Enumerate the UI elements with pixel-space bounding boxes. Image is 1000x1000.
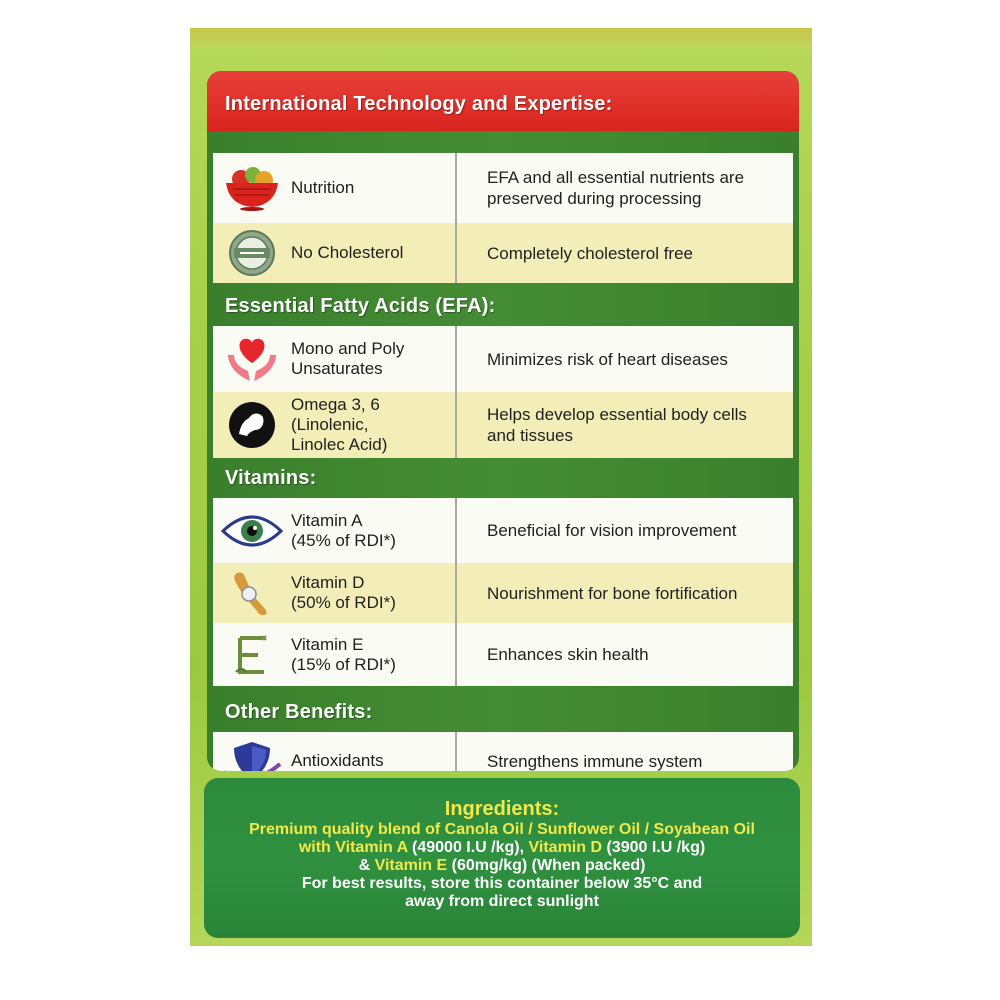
row-description: Nourishment for bone fortification [487,583,738,603]
ingredients-line-5: away from direct sunlight [405,893,599,910]
row-vitamin-e [213,623,793,686]
row-antioxidants [213,732,793,771]
row-description: Enhances skin health [487,645,649,664]
row-name: Vitamin E (15% of RDI*) [291,634,396,674]
row-name: Vitamin D (50% of RDI*) [291,573,396,612]
row-nutrition [213,153,793,223]
no-cholesterol-seal-icon [213,223,291,283]
row-name: Antioxidants [291,751,384,770]
row-mono-poly [213,326,793,392]
section-title-efa: Essential Fatty Acids (EFA): [225,295,496,317]
ingredients-line-3: & Vitamin E (60mg/kg) (When packed) [358,857,646,874]
product-label [190,28,812,946]
row-description: Minimizes risk of heart diseases [487,349,728,369]
fruit-bowl-icon [213,153,291,223]
row-name: Omega 3, 6 (Linolenic, Linolec Acid) [291,395,388,454]
letter-e-icon [213,623,291,686]
ingredients-line-1: Premium quality blend of Canola Oil / Sunflower Oil / Soyabean Oil [249,821,755,838]
row-description: Strengthens immune system [487,751,703,771]
row-vitamin-d [213,563,793,623]
row-omega [213,392,793,458]
label-top-edge [190,28,812,48]
section-title-other: Other Benefits: [225,701,373,723]
eye-icon [213,498,291,563]
row-no-cholesterol [213,223,793,283]
bone-joint-icon [213,563,291,623]
row-name: No Cholesterol [291,243,404,262]
row-description: Completely cholesterol free [487,243,693,263]
row-vitamin-a [213,498,793,563]
section-title-technology: International Technology and Expertise: [225,93,613,115]
benefits-panel [207,71,799,771]
row-description: Beneficial for vision improvement [487,521,737,540]
ingredients-title: Ingredients: [444,798,560,820]
row-name: Vitamin A (45% of RDI*) [291,510,396,550]
row-description: Helps develop essential body cells and tissues [487,405,747,445]
ingredients-line-2: with Vitamin A (49000 I.U /kg), Vitamin D (3900 I.U /kg) [298,839,706,856]
section-title-vitamins: Vitamins: [225,467,317,489]
shield-icon [213,732,291,771]
heart-hands-icon [213,326,291,392]
row-name: Nutrition [291,178,355,197]
ingredients-line-4: For best results, store this container below 35°C and [301,875,703,892]
row-description: EFA and all essential nutrients are preserved during processing [487,168,745,208]
muscle-arm-icon [213,392,291,458]
row-name: Mono and Poly Unsaturates [291,339,405,378]
ingredients-box [204,778,800,938]
